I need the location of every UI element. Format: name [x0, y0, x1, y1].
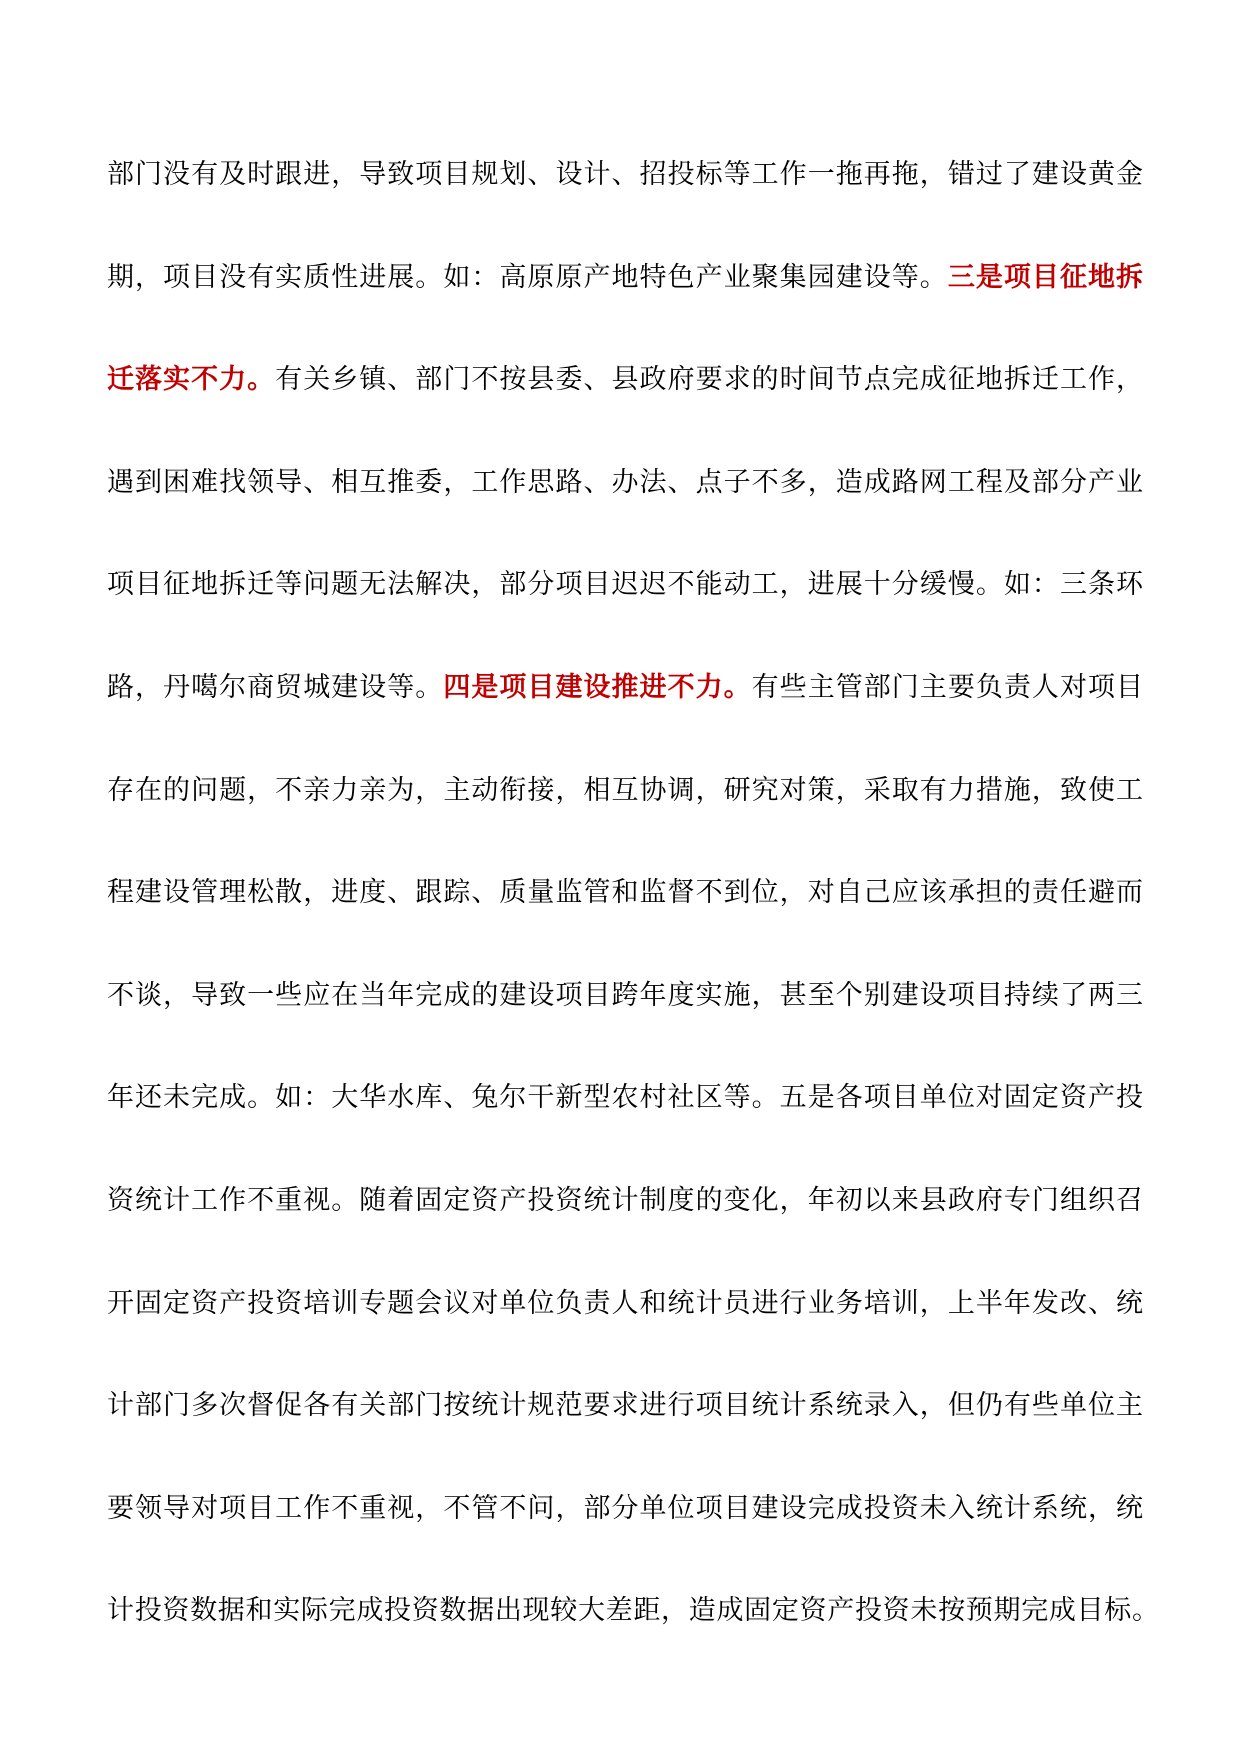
text-segment: 遇到困难找领导、相互推委，工作思路、办法、点子不多，造成路网工程及部分产业 [107, 466, 1143, 498]
text-line [107, 1253, 1143, 1356]
text-line [107, 1560, 1159, 1663]
text-segment: 有些主管部门主要负责人对项目 [751, 671, 1144, 703]
text-segment: 期，项目没有实质性进展。如：高原原产地特色产业聚集园建设等。 [107, 261, 948, 293]
text-line [107, 1458, 1143, 1561]
text-segment: 开固定资产投资培训专题会议对单位负责人和统计员进行业务培训，上半年发改、统 [107, 1287, 1143, 1319]
emphasized-heading-text: 迁落实不力。 [107, 364, 276, 396]
text-segment: 程建设管理松散，进度、跟踪、质量监管和监督不到位，对自己应该承担的责任避而 [107, 877, 1143, 909]
text-segment: 项目征地拆迁等问题无法解决，部分项目迟迟不能动工，进展十分缓慢。如：三条环 [107, 569, 1143, 601]
text-line [107, 432, 1143, 535]
body-text [107, 124, 1159, 1663]
emphasized-heading-text: 三是项目征地拆 [947, 261, 1144, 293]
text-segment: 部门没有及时跟进，导致项目规划、设计、招投标等工作一拖再拖，错过了建设黄金 [107, 159, 1143, 190]
text-segment: 有关乡镇、部门不按县委、县政府要求的时间节点完成征地拆迁工作， [275, 364, 1144, 396]
text-line [107, 227, 1143, 330]
text-line [107, 740, 1143, 843]
emphasized-heading-text: 四是项目建设推进不力。 [443, 671, 752, 703]
text-segment: 资统计工作不重视。随着固定资产投资统计制度的变化，年初以来县政府专门组织召 [107, 1184, 1143, 1216]
text-line [107, 124, 1143, 227]
text-segment: 计部门多次督促各有关部门按统计规范要求进行项目统计系统录入，但仍有些单位主 [107, 1390, 1143, 1422]
text-segment: 计投资数据和实际完成投资数据出现较大差距，造成固定资产投资未按预期完成目标。 [107, 1595, 1159, 1627]
text-line [107, 1047, 1143, 1150]
text-line [107, 842, 1143, 945]
text-line [107, 534, 1143, 637]
text-line [107, 945, 1143, 1048]
text-line [107, 329, 1143, 432]
text-segment: 不谈，导致一些应在当年完成的建设项目跨年度实施，甚至个别建设项目持续了两三 [107, 979, 1143, 1011]
text-line [107, 637, 1143, 740]
text-line [107, 1355, 1143, 1458]
text-segment: 存在的问题，不亲力亲为，主动衔接，相互协调，研究对策，采取有力措施，致使工 [107, 774, 1143, 806]
text-line [107, 1150, 1143, 1253]
text-segment: 路，丹噶尔商贸城建设等。 [107, 671, 444, 703]
text-segment: 年还未完成。如：大华水库、兔尔干新型农村社区等。五是各项目单位对固定资产投 [107, 1082, 1143, 1114]
text-segment: 要领导对项目工作不重视，不管不问，部分单位项目建设完成投资未入统计系统，统 [107, 1492, 1143, 1524]
